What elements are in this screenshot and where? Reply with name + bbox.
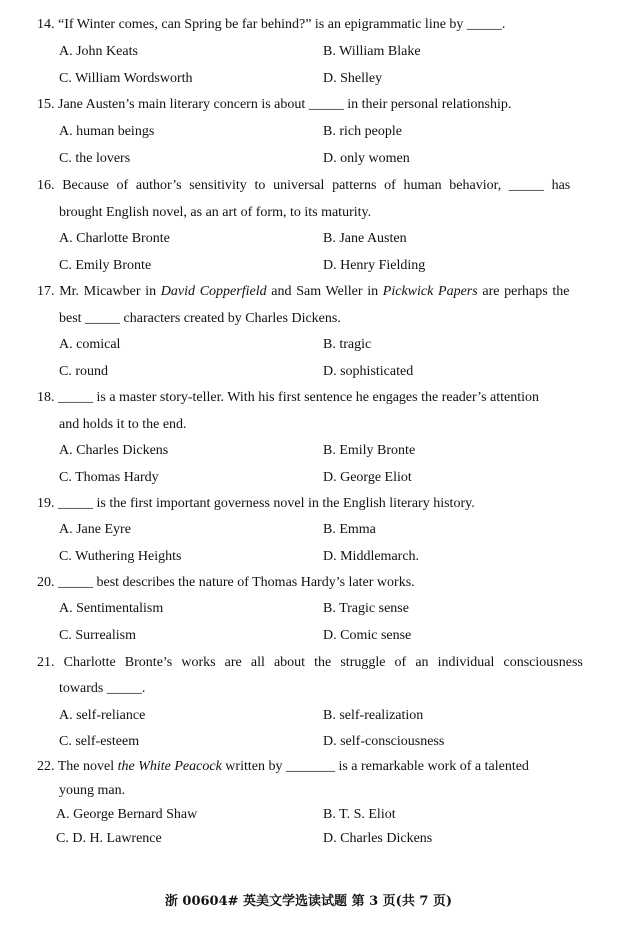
question-text-line2: and holds it to the end. — [59, 417, 187, 432]
option-b: B. William Blake — [323, 44, 421, 59]
question-stem — [37, 18, 593, 32]
option-b: B. Emily Bronte — [323, 443, 416, 458]
question-text-post: are perhaps the — [477, 284, 570, 299]
option-d: D. Comic sense — [323, 628, 412, 643]
option-c: C. D. H. Lawrence — [56, 831, 162, 846]
question-stem-continued — [59, 784, 615, 798]
option-d: D. Shelley — [323, 71, 383, 86]
option-b: B. T. S. Eliot — [323, 807, 396, 822]
book-title-david-copperfield: David Copperfield — [160, 284, 267, 299]
option-c: C. self-esteem — [59, 734, 140, 749]
question-text-line2: brought English novel, as an art of form, to its maturity. — [59, 205, 372, 220]
option-d: D. only women — [323, 151, 410, 166]
question-stem — [37, 285, 593, 299]
option-b: B. self-realization — [323, 708, 424, 723]
question-number: 16. — [37, 178, 55, 193]
question-number: 20. — [37, 575, 55, 590]
page-footer: 浙 00604# 英美文学选读试题 第 3 页(共 7 页) — [164, 894, 453, 909]
book-title-pickwick-papers: Pickwick Papers — [382, 284, 478, 299]
option-a: A. Sentimentalism — [59, 601, 164, 616]
option-b: B. Tragic sense — [323, 601, 409, 616]
question-number: 15. — [37, 97, 55, 112]
option-b: B. tragic — [323, 337, 372, 352]
question-text: Jane Austen’s main literary concern is about _____ in their personal relationship. — [58, 97, 512, 112]
option-c: C. William Wordsworth — [59, 71, 193, 86]
option-a: A. self-reliance — [59, 708, 146, 723]
option-b: B. Jane Austen — [323, 231, 407, 246]
question-text: “If Winter comes, can Spring be far behind?” is an epigrammatic line by _____. — [58, 17, 506, 32]
option-a: A. human beings — [59, 124, 155, 139]
option-a: A. Jane Eyre — [59, 522, 131, 537]
question-stem-continued — [59, 418, 615, 432]
question-stem-continued — [59, 682, 615, 696]
question-number: 18. — [37, 390, 55, 405]
question-text-line1: _____ is a master story-teller. With his first sentence he engages the reader’s attention — [58, 390, 539, 405]
question-text-line1: Because of author’s sensitivity to universal patterns of human behavior, _____ has — [62, 178, 571, 193]
question-number: 14. — [37, 17, 55, 32]
question-stem — [37, 760, 593, 774]
option-a: A. Charlotte Bronte — [59, 231, 170, 246]
question-text-line2: towards _____. — [59, 681, 146, 696]
question-text-line2: best _____ characters created by Charles Dickens. — [59, 311, 341, 326]
question-stem — [37, 656, 593, 670]
question-text-pre: The novel — [57, 759, 118, 774]
question-text: _____ is the first important governess novel in the English literary history. — [58, 496, 475, 511]
option-b: B. Emma — [323, 522, 376, 537]
option-d: D. Middlemarch. — [323, 549, 420, 564]
question-text-pre: Mr. Micawber in — [59, 284, 161, 299]
question-text: _____ best describes the nature of Thomas Hardy’s later works. — [58, 575, 415, 590]
question-number: 22. — [37, 759, 55, 774]
option-c: C. Emily Bronte — [59, 258, 152, 273]
option-a: A. John Keats — [59, 44, 138, 59]
question-text-mid: and Sam Weller in — [266, 284, 383, 299]
option-d: D. George Eliot — [323, 470, 412, 485]
question-stem — [37, 179, 593, 193]
question-text-line1: Charlotte Bronte’s works are all about the struggle of an individual consciousness — [63, 655, 583, 670]
option-d: D. sophisticated — [323, 364, 414, 379]
question-number: 21. — [37, 655, 55, 670]
question-stem — [37, 391, 593, 405]
option-a: A. Charles Dickens — [59, 443, 169, 458]
question-stem — [37, 497, 593, 511]
option-c: C. the lovers — [59, 151, 131, 166]
option-d: D. Henry Fielding — [323, 258, 426, 273]
option-b: B. rich people — [323, 124, 402, 139]
option-c: C. Wuthering Heights — [59, 549, 182, 564]
option-a: A. George Bernard Shaw — [56, 807, 198, 822]
question-stem-continued — [59, 312, 615, 326]
question-stem-continued — [59, 206, 615, 220]
option-d: D. self-consciousness — [323, 734, 445, 749]
book-title-white-peacock: the White Peacock — [117, 759, 222, 774]
question-number: 19. — [37, 496, 55, 511]
question-number: 17. — [37, 284, 55, 299]
question-stem — [37, 576, 593, 590]
option-d: D. Charles Dickens — [323, 831, 433, 846]
question-stem — [37, 98, 593, 112]
question-text-line2: young man. — [59, 783, 126, 798]
option-c: C. Thomas Hardy — [59, 470, 159, 485]
question-text-post: written by _______ is a remarkable work of a talented — [221, 759, 529, 774]
option-a: A. comical — [59, 337, 121, 352]
option-c: C. round — [59, 364, 108, 379]
option-c: C. Surrealism — [59, 628, 136, 643]
